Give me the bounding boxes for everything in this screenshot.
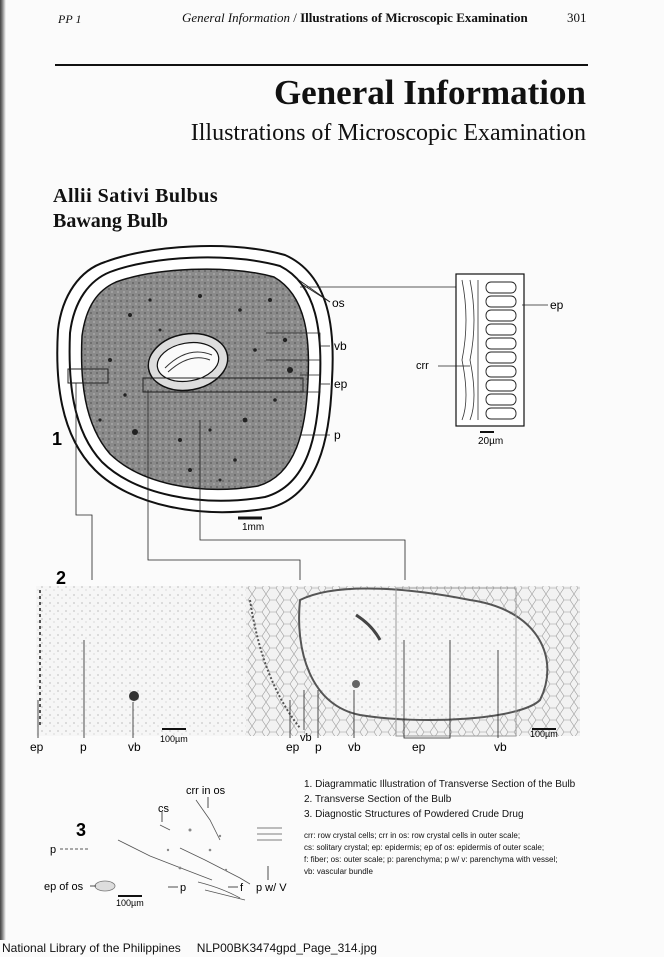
fig3-label-p-bottom: p — [180, 882, 187, 894]
abbreviation-line: cs: solitary crystal; ep: epidermis; ep of os: epidermis of outer scale; — [304, 843, 545, 852]
fig1-number: 1 — [52, 429, 63, 449]
fig2-scale-left: 100µm — [160, 734, 188, 744]
latin-name: Allii Sativi Bulbus — [53, 185, 219, 207]
header-section: General Information — [182, 10, 290, 25]
local-name: Bawang Bulb — [53, 210, 169, 232]
fig3-label-f: f — [240, 882, 244, 894]
caption-3: 3. Diagnostic Structures of Powdered Crude Drug — [304, 809, 524, 820]
page-subtitle: Illustrations of Microscopic Examination — [190, 120, 586, 146]
fig2-right-label-vb: vb — [348, 740, 361, 754]
fig2-right-label-vb-upper: vb — [300, 732, 312, 744]
header-separator: / — [293, 10, 297, 25]
page-number: 301 — [567, 10, 587, 25]
abbreviation-line: vb: vascular bundle — [304, 867, 373, 876]
fig2-scale-right: 100µm — [530, 729, 558, 739]
fig2-left-label-p: p — [80, 740, 87, 754]
footer-library: National Library of the Philippines — [2, 941, 181, 955]
fig3-label-ep-of-os: ep of os — [44, 881, 84, 893]
fig1-label-ep: ep — [334, 377, 348, 391]
fig3-label-cs: cs — [158, 803, 169, 815]
caption-1: 1. Diagrammatic Illustration of Transverse Section of the Bulb — [304, 779, 576, 790]
header-subsection: Illustrations of Microscopic Examination — [300, 10, 528, 25]
fig2-number: 2 — [56, 568, 67, 588]
figure1-bulb — [52, 246, 564, 580]
fig3-label-p-wv: p w/ V — [256, 882, 287, 894]
abbreviation-line: f: fiber; os: outer scale; p: parenchyma; p w/ v: parenchyma with vessel; — [304, 855, 558, 864]
header-code: PP 1 — [58, 12, 82, 26]
abbreviation-key — [304, 830, 575, 878]
page-title: General Information — [273, 73, 586, 112]
fig1-label-vb: vb — [334, 339, 347, 353]
fig3-scale: 100µm — [116, 898, 144, 908]
fig2-right-label-p: p — [315, 740, 322, 754]
fig2-right-label-vb2: vb — [494, 740, 507, 754]
fig1-label-ep-detail: ep — [550, 298, 564, 312]
fig3-label-p-left: p — [50, 844, 57, 856]
fig1-label-p: p — [334, 428, 341, 442]
fig3-number: 3 — [76, 820, 87, 840]
footer-file: NLP00BK3474gpd_Page_314.jpg — [196, 941, 377, 955]
figure2-micrographs — [30, 568, 580, 754]
fig1-label-os: os — [332, 296, 345, 310]
fig1-scale-20um: 20µm — [478, 436, 504, 447]
figure-captions — [304, 777, 575, 878]
scan-footer — [2, 941, 377, 955]
fig2-right-label-ep2: ep — [412, 740, 426, 754]
abbreviation-line: crr: row crystal cells; crr in os: row crystal cells in outer scale; — [304, 831, 521, 840]
fig2-left-label-ep: ep — [30, 740, 44, 754]
fig1-scale-1mm: 1mm — [242, 522, 265, 533]
figure3-powder — [44, 785, 287, 908]
fig1-label-crr: crr — [416, 360, 429, 372]
fig3-label-crr-in-os: crr in os — [186, 785, 226, 797]
caption-2: 2. Transverse Section of the Bulb — [304, 794, 452, 805]
fig2-right-label-ep: ep — [286, 740, 300, 754]
fig2-left-label-vb: vb — [128, 740, 141, 754]
